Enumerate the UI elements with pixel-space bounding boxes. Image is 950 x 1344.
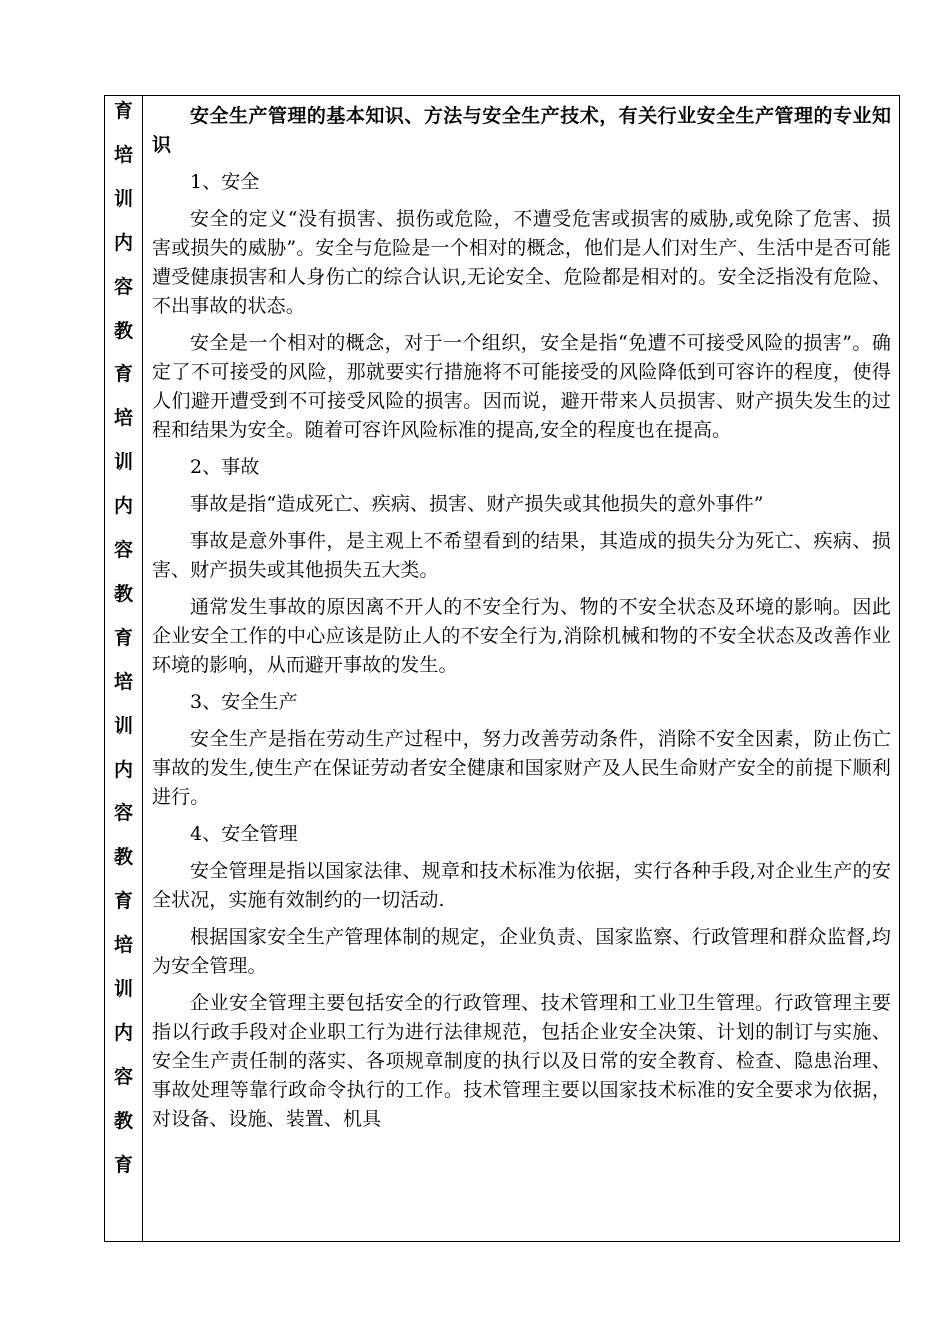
side-label-char: 教 [113,1109,133,1132]
side-label-char: 培 [113,143,133,166]
side-label-char: 容 [113,539,133,561]
section-heading: 安全生产管理的基本知识、方法与安全生产技术，有关行业安全生产管理的专业知识 [152,105,891,156]
side-label-char: 训 [113,714,133,737]
paragraph: 安全是一个相对的概念，对于一个组织，安全是指“免遭不可接受风险的损害”。确定了不可接受的风险，那就要实行措施将不可能接受的风险降低到可容许的程度，使得人们避开遭受到不可接受风险的损害。因而说，避开带来人员损害、财产损失发生的过程和结果为安全。随着可容许风险标准的提高,安全的程度也在提高。 [152,332,891,441]
side-label-char: 容 [113,802,133,825]
side-label-char: 培 [113,670,133,693]
paragraph: 安全的定义“没有损害、损伤或危险，不遭受危害或损害的威胁,或免除了危害、损害或损失的威胁”。安全与危险是一个相对的概念，他们是人们对生产、生活中是否可能遭受健康损害和人身伤亡的综合认识,无论安全、危险都是相对的。安全泛指没有危险、不出事故的状态。 [152,208,891,317]
side-label-char: 教 [113,582,133,605]
side-label-char: 育 [113,363,133,386]
paragraph: 根据国家安全生产管理体制的规定，企业负责、国家监察、行政管理和群众监督,均为安全管理。 [152,926,891,977]
subheading-safety: 1、安全 [190,171,260,193]
side-label-char: 培 [113,407,133,430]
subheading-accident: 2、事故 [190,456,260,478]
side-label-char: 内 [113,1021,133,1044]
side-label-char: 容 [113,1065,133,1088]
paragraph: 事故是意外事件，是主观上不希望看到的结果，其造成的损失分为死亡、疾病、损害、财产损失或其他损失五大类。 [152,530,891,581]
subheading-safety-management: 4、安全管理 [190,823,298,845]
side-label-char: 内 [113,758,133,781]
side-label-char: 训 [113,451,133,474]
side-label-char: 培 [113,934,133,957]
side-label-char: 教 [113,319,133,342]
paragraph: 安全生产是指在劳动生产过程中，努力改善劳动条件，消除不安全因素，防止伤亡事故的发生,使生产在保证劳动者安全健康和国家财产及人民生命财产安全的前提下顺利进行。 [152,728,891,808]
side-label-char: 育 [113,626,133,649]
side-label-char: 容 [113,275,133,298]
paragraph: 通常发生事故的原因离不开人的不安全行为、物的不安全状态及环境的影响。因此企业安全工作的中心应该是防止人的不安全行为,消除机械和物的不安全状态及改善作业环境的影响，从而避开事故的发生。 [152,596,891,676]
side-label-column [105,96,143,1241]
side-label-char: 内 [113,495,133,518]
side-label-char: 育 [113,890,133,913]
content-table [104,95,900,1242]
side-label-char: 教 [113,846,133,869]
side-label-char: 育 [113,1153,133,1176]
side-label-char: 训 [113,978,133,1000]
subheading-safe-production: 3、安全生产 [190,691,298,713]
side-label-char: 内 [113,231,133,254]
side-label-char: 育 [113,100,133,122]
side-label-char: 训 [113,187,133,210]
paragraph: 事故是指“造成死亡、疾病、损害、财产损失或其他损失的意外事件” [190,493,764,515]
paragraph: 安全管理是指以国家法律、规章和技术标准为依据，实行各种手段,对企业生产的安全状况，实施有效制约的一切活动. [152,860,891,911]
content-column [143,96,899,1241]
paragraph: 企业安全管理主要包括安全的行政管理、技术管理和工业卫生管理。行政管理主要指以行政手段对企业职工行为进行法律规范，包括企业安全决策、计划的制订与实施、安全生产责任制的落实、各项规章制度的执行以及日常的安全教育、检查、隐患治理、事故处理等靠行政命令执行的工作。技术管理主要以国家技术标准的安全要求为依据，对设备、设施、装置、机具 [152,992,891,1130]
